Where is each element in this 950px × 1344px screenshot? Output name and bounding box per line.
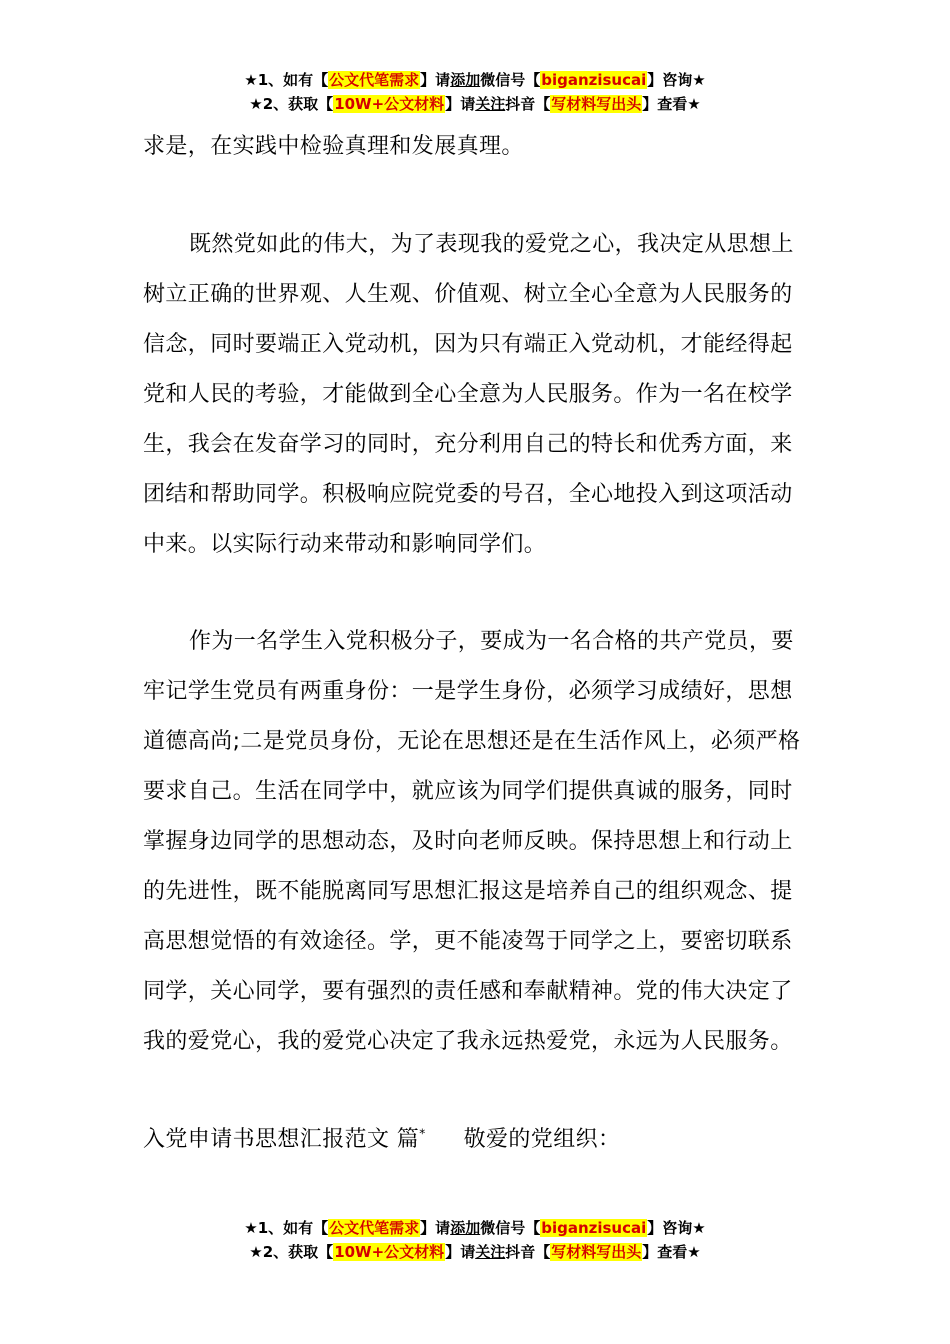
banner-text: 】咨询★ [647,71,706,89]
banner-highlight-douyin-id: 写材料写出头 [551,1243,642,1261]
banner-underline: 添加 [450,1219,481,1237]
banner-text: 】请 [420,71,451,89]
header-banner [0,68,950,116]
banner-text: ★1、如有【 [244,71,329,89]
footer-banner [0,1216,950,1264]
banner-text: 】请 [420,1219,451,1237]
paragraph-continuation: 求是，在实践中检验真理和发展真理。 [143,134,524,159]
banner-text: 】请 [445,95,476,113]
banner-underline: 添加 [450,71,481,89]
banner-text: 抖音【 [505,1243,551,1261]
banner-text: 微信号【 [480,1219,541,1237]
banner-text: 】查看★ [642,1243,701,1261]
banner-highlight-wechat-id: biganzisucai [541,1219,647,1237]
banner-text: 抖音【 [505,95,551,113]
banner-text: 】请 [445,1243,476,1261]
banner-underline: 关注 [475,1243,506,1261]
banner-underline: 关注 [475,95,506,113]
section-heading: 入党申请书思想汇报范文 篇 [143,1127,420,1152]
banner-highlight-douyin-id: 写材料写出头 [551,95,642,113]
banner-text: ★1、如有【 [244,1219,329,1237]
banner-text: 】查看★ [642,95,701,113]
banner-text: ★2、获取【 [249,1243,334,1261]
section-heading-line [143,1115,807,1165]
banner-highlight: 10W+公文材料 [334,1243,445,1261]
banner-highlight-wechat-id: biganzisucai [541,71,647,89]
banner-highlight: 公文代笔需求 [329,1219,420,1237]
banner-highlight: 10W+公文材料 [334,95,445,113]
banner-text: 】咨询★ [647,1219,706,1237]
header-banner-line-2 [0,92,950,116]
banner-text: ★2、获取【 [249,95,334,113]
banner-text: 微信号【 [480,71,541,89]
heading-mark: * [419,1126,426,1141]
paragraph-1: 既然党如此的伟大，为了表现我的爱党之心，我决定从思想上树立正确的世界观、人生观、价值观、树立全心全意为人民服务的信念，同时要端正入党动机，因为只有端正入党动机，才能经得起党和人民的考验，才能做到全心全意为人民服务。作为一名在校学生，我会在发奋学习的同时，充分利用自己的特长和优秀方面，来团结和帮助同学。积极响应院党委的号召，全心地投入到这项活动中来。以实际行动来带动和影响同学们。 [143,232,794,557]
banner-highlight: 公文代笔需求 [329,71,420,89]
footer-banner-line-1 [0,1216,950,1240]
footer-banner-line-2 [0,1240,950,1264]
header-banner-line-1 [0,68,950,92]
paragraph-2: 作为一名学生入党积极分子，要成为一名合格的共产党员，要牢记学生党员有两重身份：一是学生身份，必须学习成绩好，思想道德高尚;二是党员身份，无论在思想还是在生活作风上，必须严格要求自己。生活在同学中，就应该为同学们提供真诚的服务，同时掌握身边同学的思想动态，及时向老师反映。保持思想上和行动上的先进性，既不能脱离同写思想汇报这是培养自己的组织观念、提高思想觉悟的有效途径。学，更不能凌驾于同学之上，要密切联系同学，关心同学，要有强烈的责任感和奉献精神。党的伟大决定了我的爱党心，我的爱党心决定了我永远热爱党，永远为人民服务。 [143,629,801,1054]
salutation: 敬爱的党组织： [463,1127,621,1152]
